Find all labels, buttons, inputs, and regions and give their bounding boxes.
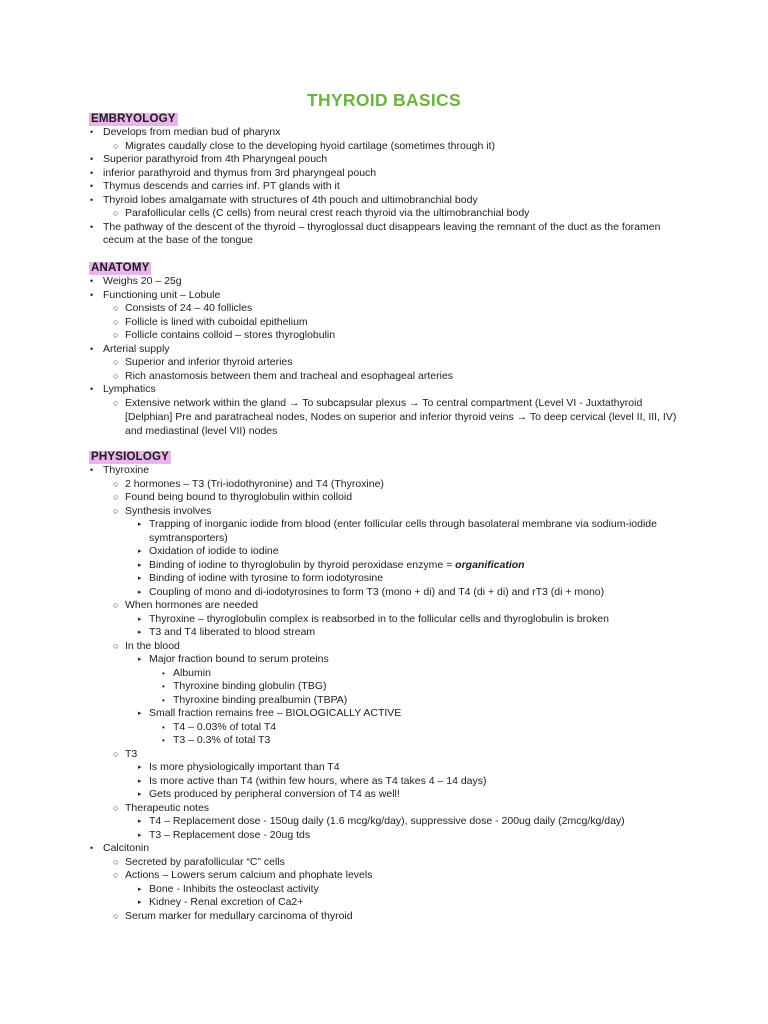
arrow-bullet-icon: ▸ [138,562,142,569]
list-item: Consists of 24 – 40 follicles [125,302,253,314]
arrow-bullet-icon: ▸ [138,656,142,663]
list-item: Found being bound to thyroglobulin within colloid [125,491,353,503]
arrow-bullet-icon: ▸ [138,616,142,623]
bullet-icon: • [90,344,94,354]
bullet-icon: • [90,222,94,232]
list-item [149,559,525,573]
circle-bullet-icon: ○ [113,317,119,327]
list-item: Extensive network within the gland → To subcapsular plexus → To central compartment (Level VI - Juxtathyroid [125,397,643,409]
list-item: Bone - Inhibits the osteoclast activity [149,883,319,895]
circle-bullet-icon: ○ [113,641,119,651]
arrow-bullet-icon: ▸ [138,589,142,596]
bullet-icon: • [90,465,94,475]
list-item: Serum marker for medullary carcinoma of thyroid [125,910,353,922]
arrow-bullet-icon: ▸ [138,764,142,771]
list-item-continuation: symtransporters) [149,532,228,544]
circle-bullet-icon: ○ [113,141,119,151]
list-item: Rich anastomosis between them and tracheal and esophageal arteries [125,370,454,382]
circle-bullet-icon: ○ [113,208,119,218]
arrow-bullet-icon: ▸ [138,791,142,798]
list-item: T4 – 0.03% of total T4 [173,721,277,733]
list-item-text: Binding of iodine to thyroglobulin by thyroid peroxidase enzyme = [149,559,453,571]
circle-bullet-icon: ○ [113,803,119,813]
bullet-icon: • [90,154,94,164]
list-item: Thyroxine – thyroglobulin complex is reabsorbed in to the follicular cells and thyroglobulin is broken [149,613,609,625]
list-item: Follicle contains colloid – stores thyroglobulin [125,329,336,341]
list-item-continuation: and mediastinal (level VII) nodes [125,425,278,437]
arrow-bullet-icon: ▸ [138,832,142,839]
circle-bullet-icon: ○ [113,857,119,867]
list-item: Thyroid lobes amalgamate with structures of 4th pouch and ultimobranchial body [103,194,478,206]
circle-bullet-icon: ○ [113,870,119,880]
list-item: Superior and inferior thyroid arteries [125,356,293,368]
list-item: Kidney - Renal excretion of Ca2+ [149,896,304,908]
bullet-icon: • [90,181,94,191]
circle-bullet-icon: ○ [113,479,119,489]
list-item-continuation: [Delphian] Pre and paratracheal nodes, Nodes on superior and inferior thyroid veins → To deep cervical (level II, III, IV) [125,411,677,423]
bullet-icon: • [90,195,94,205]
arrow-bullet-icon: ▸ [138,521,142,528]
list-item: The pathway of the descent of the thyroid – thyroglossal duct disappears leaving the remnant of the duct as the foramen [103,221,661,233]
list-item: Oxidation of iodide to iodine [149,545,279,557]
circle-bullet-icon: ○ [113,600,119,610]
list-item: Secreted by parafollicular “C” cells [125,856,285,868]
list-item-continuation: cecum at the base of the tongue [103,234,254,246]
list-item: Is more physiologically important than T4 [149,761,340,773]
circle-bullet-icon: ○ [113,398,119,408]
bullet-icon: • [90,843,94,853]
circle-bullet-icon: ○ [113,371,119,381]
list-item: Parafollicular cells (C cells) from neural crest reach thyroid via the ultimobranchial body [125,207,530,219]
circle-bullet-icon: ○ [113,749,119,759]
bullet-icon: • [162,723,165,732]
list-item: T3 – Replacement dose - 20ug tds [149,829,311,841]
bullet-icon: • [162,669,165,678]
list-item: Thymus descends and carries inf. PT glands with it [103,180,340,192]
list-item: Coupling of mono and di-iodotyrosines to form T3 (mono + di) and T4 (di + di) and rT3 (di + mono) [149,586,605,598]
bullet-icon: • [162,736,165,745]
bullet-icon: • [90,276,94,286]
arrow-bullet-icon: ▸ [138,710,142,717]
list-item: 2 hormones – T3 (Tri-iodothyronine) and T4 (Thyroxine) [125,478,384,490]
bullet-icon: • [90,384,94,394]
bullet-icon: • [162,696,165,705]
circle-bullet-icon: ○ [113,492,119,502]
list-item: T3 – 0.3% of total T3 [173,734,271,746]
bullet-icon: • [90,168,94,178]
list-item: T3 and T4 liberated to blood stream [149,626,316,638]
list-item: Binding of iodine with tyrosine to form iodotyrosine [149,572,384,584]
list-item: Superior parathyroid from 4th Pharyngeal pouch [103,153,328,165]
section-heading-anatomy: ANATOMY [91,262,150,274]
list-item: inferior parathyroid and thymus from 3rd pharyngeal pouch [103,167,377,179]
circle-bullet-icon: ○ [113,506,119,516]
circle-bullet-icon: ○ [113,911,119,921]
section-heading-embryology: EMBRYOLOGY [91,113,176,125]
list-item: T4 – Replacement dose - 150ug daily (1.6 mcg/kg/day), suppressive dose - 200ug daily (2mcg/kg/day) [149,815,625,827]
list-item: Major fraction bound to serum proteins [149,653,329,665]
list-item: Thyroxine binding globulin (TBG) [173,680,327,692]
list-item: In the blood [125,640,180,652]
arrow-bullet-icon: ▸ [138,575,142,582]
arrow-bullet-icon: ▸ [138,548,142,555]
list-item: Calcitonin [103,842,150,854]
list-item: Trapping of inorganic iodide from blood (enter follicular cells through basolateral membrane via sodium-iodide [149,518,657,530]
list-item: Thyroxine binding prealbumin (TBPA) [173,694,348,706]
emphasis-organification: organification [455,559,525,571]
arrow-bullet-icon: ▸ [138,629,142,636]
list-item: Is more active than T4 (within few hours, where as T4 takes 4 – 14 days) [149,775,487,787]
arrow-bullet-icon: ▸ [138,886,142,893]
arrow-bullet-icon: ▸ [138,818,142,825]
list-item: Arterial supply [103,343,170,355]
list-item: Migrates caudally close to the developing hyoid cartilage (sometimes through it) [125,140,496,152]
list-item: When hormones are needed [125,599,259,611]
list-item: T3 [125,748,138,760]
list-item: Synthesis involves [125,505,212,517]
list-item: Actions – Lowers serum calcium and phophate levels [125,869,373,881]
circle-bullet-icon: ○ [113,330,119,340]
list-item: Weighs 20 – 25g [103,275,182,287]
arrow-bullet-icon: ▸ [138,899,142,906]
list-item: Albumin [173,667,211,679]
list-item: Therapeutic notes [125,802,210,814]
list-item: Lymphatics [103,383,156,395]
arrow-bullet-icon: ▸ [138,778,142,785]
list-item: Functioning unit – Lobule [103,289,221,301]
bullet-icon: • [90,290,94,300]
bullet-icon: • [90,127,94,137]
bullet-icon: • [162,682,165,691]
list-item: Thyroxine [103,464,150,476]
list-item: Small fraction remains free – BIOLOGICALLY ACTIVE [149,707,402,719]
list-item: Follicle is lined with cuboidal epithelium [125,316,308,328]
list-item: Develops from median bud of pharynx [103,126,281,138]
section-heading-physiology: PHYSIOLOGY [91,451,170,463]
circle-bullet-icon: ○ [113,303,119,313]
list-item: Gets produced by peripheral conversion of T4 as well! [149,788,400,800]
circle-bullet-icon: ○ [113,357,119,367]
page-title: THYROID BASICS [307,90,461,110]
